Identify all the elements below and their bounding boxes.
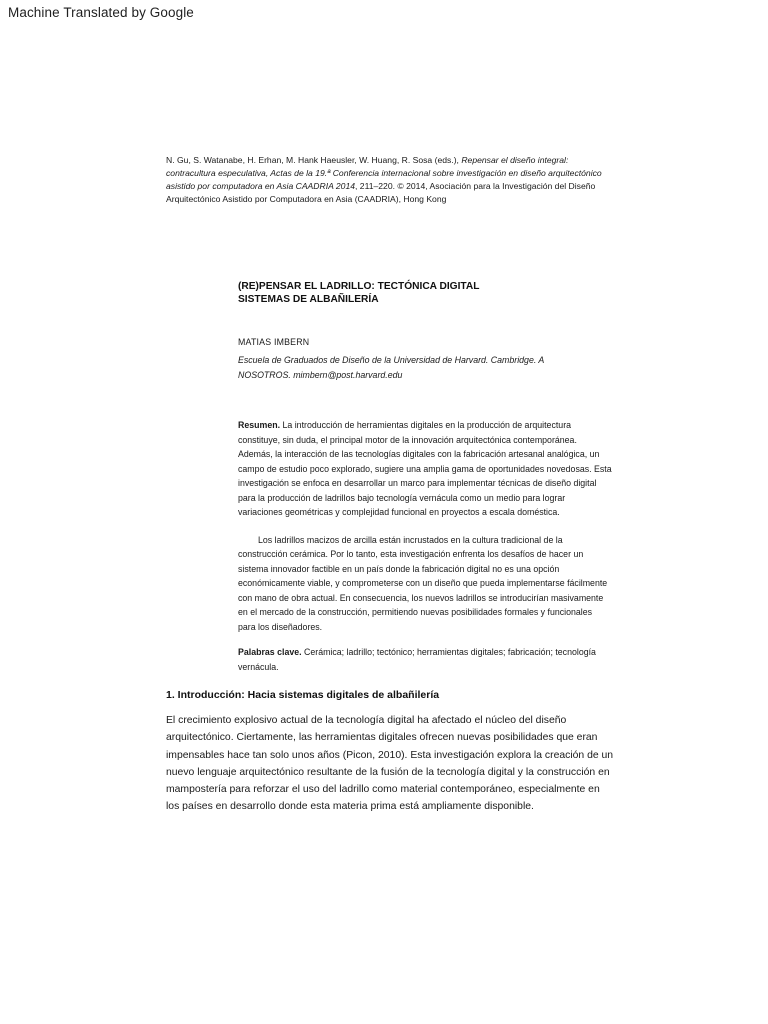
author-affiliation: Escuela de Graduados de Diseño de la Universidad de Harvard. Cambridge. A NOSOTROS. mimbern@post.harvard.edu (238, 355, 544, 380)
keywords-text: Cerámica; ladrillo; tectónico; herramientas digitales; fabricación; tecnología vernácula. (238, 647, 596, 672)
paper-title-line-1: (RE)PENSAR EL LADRILLO: TECTÓNICA DIGITAL (238, 281, 480, 292)
citation-details: , 211–220. © 2014, Asociación para la Investigación del Diseño Arquitectónico Asistido por Computadora en Asia (CAADRIA), Hong Kong (166, 181, 596, 204)
citation-block (166, 154, 616, 206)
keywords-label: Palabras clave. (238, 647, 302, 657)
abstract (238, 418, 612, 634)
paper-title-line-2: SISTEMAS DE ALBAÑILERÍA (238, 294, 379, 305)
citation-book-title: Repensar el diseño integral: contracultura especulativa, Actas de la 19.ª Conferencia internacional sobre investigación en diseño arquitectónico asistido por computadora en Asia CAADRIA 2014 (166, 155, 602, 191)
abstract-paragraph-1 (238, 418, 612, 520)
abstract-label: Resumen. (238, 420, 281, 430)
section-body (166, 712, 614, 816)
section-heading: 1. Introducción: Hacia sistemas digitales de albañilería (166, 689, 440, 701)
author-name: MATIAS IMBERN (238, 337, 310, 347)
abstract-paragraph-2: Los ladrillos macizos de arcilla están incrustados en la cultura tradicional de la construcción cerámica. Por lo tanto, esta investigación enfrenta los desafíos de hacer un sistema innovador factible en un país donde la fabricación digital no es una opción económicamente viable, y comprometerse con un diseño que pueda implementarse fácilmente con mano de obra actual. En consecuencia, los nuevos ladrillos se introducirían masivamente en el mercado de la construcción, permitiendo nuevas posibilidades formales y funcionales para los diseñadores. (238, 534, 608, 632)
abstract-text-1: La introducción de herramientas digitales en la producción de arquitectura constituye, sin duda, el principal motor de la innovación arquitectónica contemporánea. Además, la interacción de las tecnologías digitales con la fabricación artesanal analógica, un campo de estudio poco explorado, sugiere una amplia gama de oportunidades novedosas. Esta investigación se enfoca en desarrollar un marco para implementar técnicas de diseño digital para la producción de ladrillos bajo tecnología vernácula como un medio para lograr variaciones geométricas y complejidad funcional en proyectos a escala doméstica. (238, 420, 612, 517)
keywords (238, 645, 612, 674)
machine-translation-banner: Machine Translated by Google (8, 5, 194, 20)
paper-title (238, 280, 618, 306)
body-paragraph: El crecimiento explosivo actual de la tecnología digital ha afectado el núcleo del diseño arquitectónico. Ciertamente, las herramientas digitales ofrecen nuevas posibilidades que eran impensables hace tan solo unos años (Picon, 2010). Esta investigación explora la creación de un nuevo lenguaje arquitectónico resultante de la fusión de la tecnología digital y la construcción en mampostería para reforzar el uso del ladrillo como material contemporáneo, especialmente en los países en desarrollo donde esta materia prima está ampliamente disponible. (166, 715, 614, 813)
citation-authors: N. Gu, S. Watanabe, H. Erhan, M. Hank Haeusler, W. Huang, R. Sosa (eds.), (166, 155, 462, 165)
